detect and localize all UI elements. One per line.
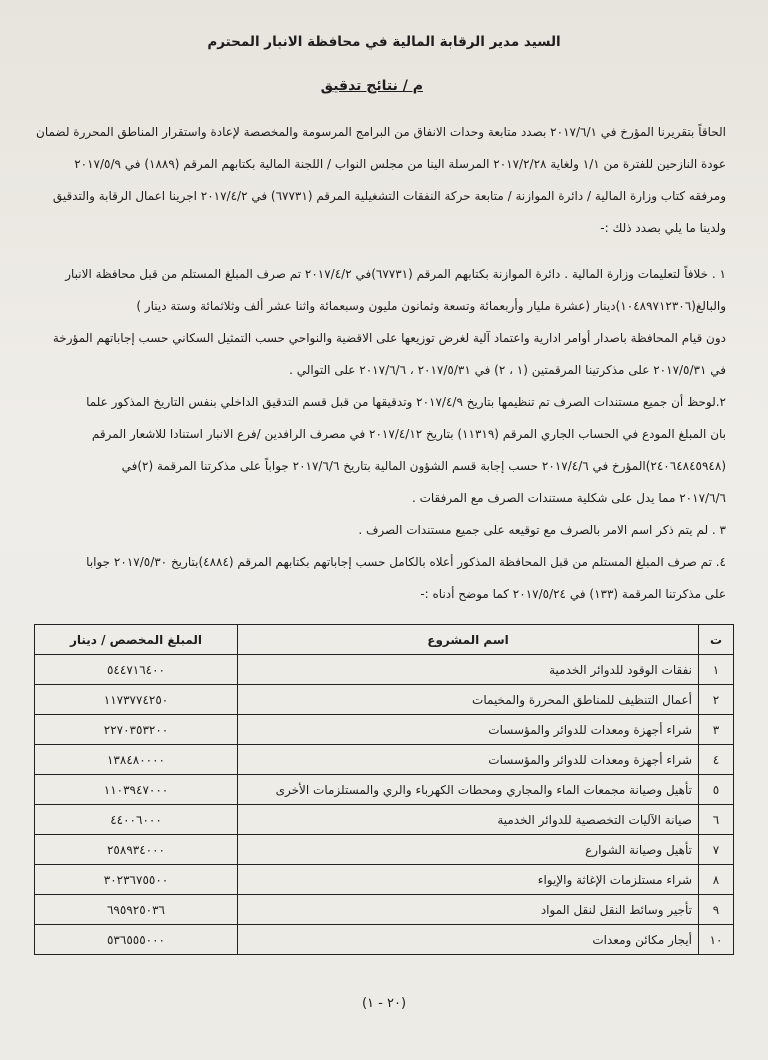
item1-line: ١ . خلافاً لتعليمات وزارة المالية . دائرة الموازنة بكتابهم المرقم (٦٧٧٣١)في ٢٠١٧/٤/٢ تم صرف المبلغ المستلم من قبل محافظة الانبار — [65, 267, 726, 281]
row-amount: ٢٢٧٠٣٥٣٢٠٠ — [35, 715, 238, 745]
row-project-name: أعمال التنظيف للمناطق المحررة والمخيمات — [238, 685, 699, 715]
addressee-line: السيد مدير الرقابة المالية في محافظة الانبار المحترم — [207, 34, 561, 50]
row-project-name: أيجار مكائن ومعدات — [238, 925, 699, 955]
table-row — [35, 655, 734, 685]
row-number: ٨ — [699, 865, 734, 895]
row-number: ٢ — [699, 685, 734, 715]
item4-line: على مذكرتنا المرقمة (١٣٣) في ٢٠١٧/٥/٢٤ كما موضح أدناه :- — [420, 587, 726, 601]
table-row — [35, 925, 734, 955]
item1-line: في ٢٠١٧/٥/٣١ على مذكرتينا المرقمتين (١ ، ٢) في ٢٠١٧/٥/٣١ ، ٢٠١٧/٦/٦ على التوالي . — [289, 363, 726, 377]
letter-body — [36, 116, 726, 610]
intro-line: ولدينا ما يلي بصدد ذلك :- — [600, 221, 726, 235]
intro-line: عودة النازحين للفترة من ١/١ ولغاية ٢٠١٧/٢/٢٨ المرسلة الينا من مجلس النواب / اللجنة المالية بكتابهم المرقم (١٨٨٩) في ٢٠١٧/٥/٩ — [74, 157, 726, 171]
item4-line: ٤. تم صرف المبلغ المستلم من قبل المحافظة المذكور أعلاه بالكامل حسب إجاباتهم بكتابهم المرقم (٤٨٨٤)بتاريخ ٢٠١٧/٥/٣٠ جوابا — [86, 555, 726, 569]
table-row — [35, 805, 734, 835]
row-project-name: نفقات الوقود للدوائر الخدمية — [238, 655, 699, 685]
row-amount: ٣٠٢٣٦٧٥٥٠٠ — [35, 865, 238, 895]
row-amount: ٥٣٦٥٥٥٠٠٠ — [35, 925, 238, 955]
table-row — [35, 865, 734, 895]
item1-line: والبالغ(١٠٤٨٩٧١٢٣٠٦)دينار (عشرة مليار وأربعمائة وتسعة وثمانون مليون وسبعمائة واثنا عشر ألف وثلاثمائة وستة دينار ) — [136, 299, 726, 313]
row-number: ٩ — [699, 895, 734, 925]
intro-line: ومرفقه كتاب وزارة المالية / دائرة الموازنة / متابعة حركة النفقات التشغيلية المرقم (٦٧٧٣١) في ٢٠١٧/٤/٢ اجرينا اعمال الرقابة والتدقيق — [52, 189, 726, 203]
row-project-name: تأهيل وصيانة مجمعات الماء والمجاري ومحطات الكهرباء والري والمستلزمات الأخرى — [238, 775, 699, 805]
row-project-name: تأجير وسائط النقل لنقل المواد — [238, 895, 699, 925]
row-project-name: صيانة الآليات التخصصية للدوائر الخدمية — [238, 805, 699, 835]
table-row — [35, 775, 734, 805]
row-number: ١٠ — [699, 925, 734, 955]
row-number: ٦ — [699, 805, 734, 835]
row-project-name: شراء مستلزمات الإغاثة والإيواء — [238, 865, 699, 895]
row-number: ٥ — [699, 775, 734, 805]
table-row — [35, 745, 734, 775]
row-amount: ١١٠٣٩٤٧٠٠٠ — [35, 775, 238, 805]
row-number: ٤ — [699, 745, 734, 775]
item3-line: ٣ . لم يتم ذكر اسم الامر بالصرف مع توقيعه على جميع مستندات الصرف . — [358, 523, 726, 537]
table-header-row — [35, 625, 734, 655]
row-project-name: تأهيل وصيانة الشوارع — [238, 835, 699, 865]
header-amount: المبلغ المخصص / دينار — [35, 625, 238, 655]
row-amount: ٤٤٠٠٦٠٠٠ — [35, 805, 238, 835]
row-amount: ١٣٨٤٨٠٠٠٠ — [35, 745, 238, 775]
row-number: ٣ — [699, 715, 734, 745]
table-row — [35, 685, 734, 715]
row-amount: ٥٤٤٧١٦٤٠٠ — [35, 655, 238, 685]
row-project-name: شراء أجهزة ومعدات للدوائر والمؤسسات — [238, 715, 699, 745]
intro-line: الحاقاً بتقريرنا المؤرخ في ٢٠١٧/٦/١ بصدد متابعة وحدات الانفاق من البرامج المرسومة والمخصصة لإعادة واستقرار المناطق المحررة لضمان — [36, 125, 726, 139]
page-number: (٢٠ - ١) — [361, 996, 407, 1011]
item2-line: ٢٠١٧/٦/٦ مما يدل على شكلية مستندات الصرف مع المرفقات . — [411, 491, 726, 505]
row-amount: ١١٧٣٧٧٤٢٥٠ — [35, 685, 238, 715]
item2-line: بان المبلغ المودع في الحساب الجاري المرقم (١١٣١٩) بتاريخ ٢٠١٧/٤/١٢ في مصرف الرافدين /فرع الانبار استنادا للاشعار المرقم — [91, 427, 726, 441]
row-amount: ٦٩٥٩٢٥٠٣٦ — [35, 895, 238, 925]
row-project-name: شراء أجهزة ومعدات للدوائر والمؤسسات — [238, 745, 699, 775]
table-row — [35, 835, 734, 865]
item2-line: (٢٤٠٦٤٨٤٥٩٤٨)المؤرخ في ٢٠١٧/٤/٦ حسب إجابة قسم الشؤون المالية بتاريخ ٢٠١٧/٦/٦ جواباً على مذكرتنا المرقمة (٢)في — [121, 459, 726, 473]
header-number: ت — [699, 625, 734, 655]
row-number: ٧ — [699, 835, 734, 865]
row-number: ١ — [699, 655, 734, 685]
table-row — [35, 895, 734, 925]
subject-line: م / نتائج تدقيق — [320, 78, 423, 94]
item1-line: دون قيام المحافظة باصدار أوامر ادارية واعتماد آلية لغرض توزيعها على الاقضية والنواحي حسب التمثيل السكاني حسب إجاباتهم المؤرخة — [52, 331, 726, 345]
header-project-name: اسم المشروع — [238, 625, 699, 655]
item2-line: ٢.لوحظ أن جميع مستندات الصرف تم تنظيمها بتاريخ ٢٠١٧/٤/٩ وتدقيقها من قبل قسم التدقيق الداخلي بنفس التاريخ المذكور علما — [86, 395, 726, 409]
projects-table — [34, 624, 734, 955]
row-amount: ٢٥٨٩٣٤٠٠٠ — [35, 835, 238, 865]
table-row — [35, 715, 734, 745]
